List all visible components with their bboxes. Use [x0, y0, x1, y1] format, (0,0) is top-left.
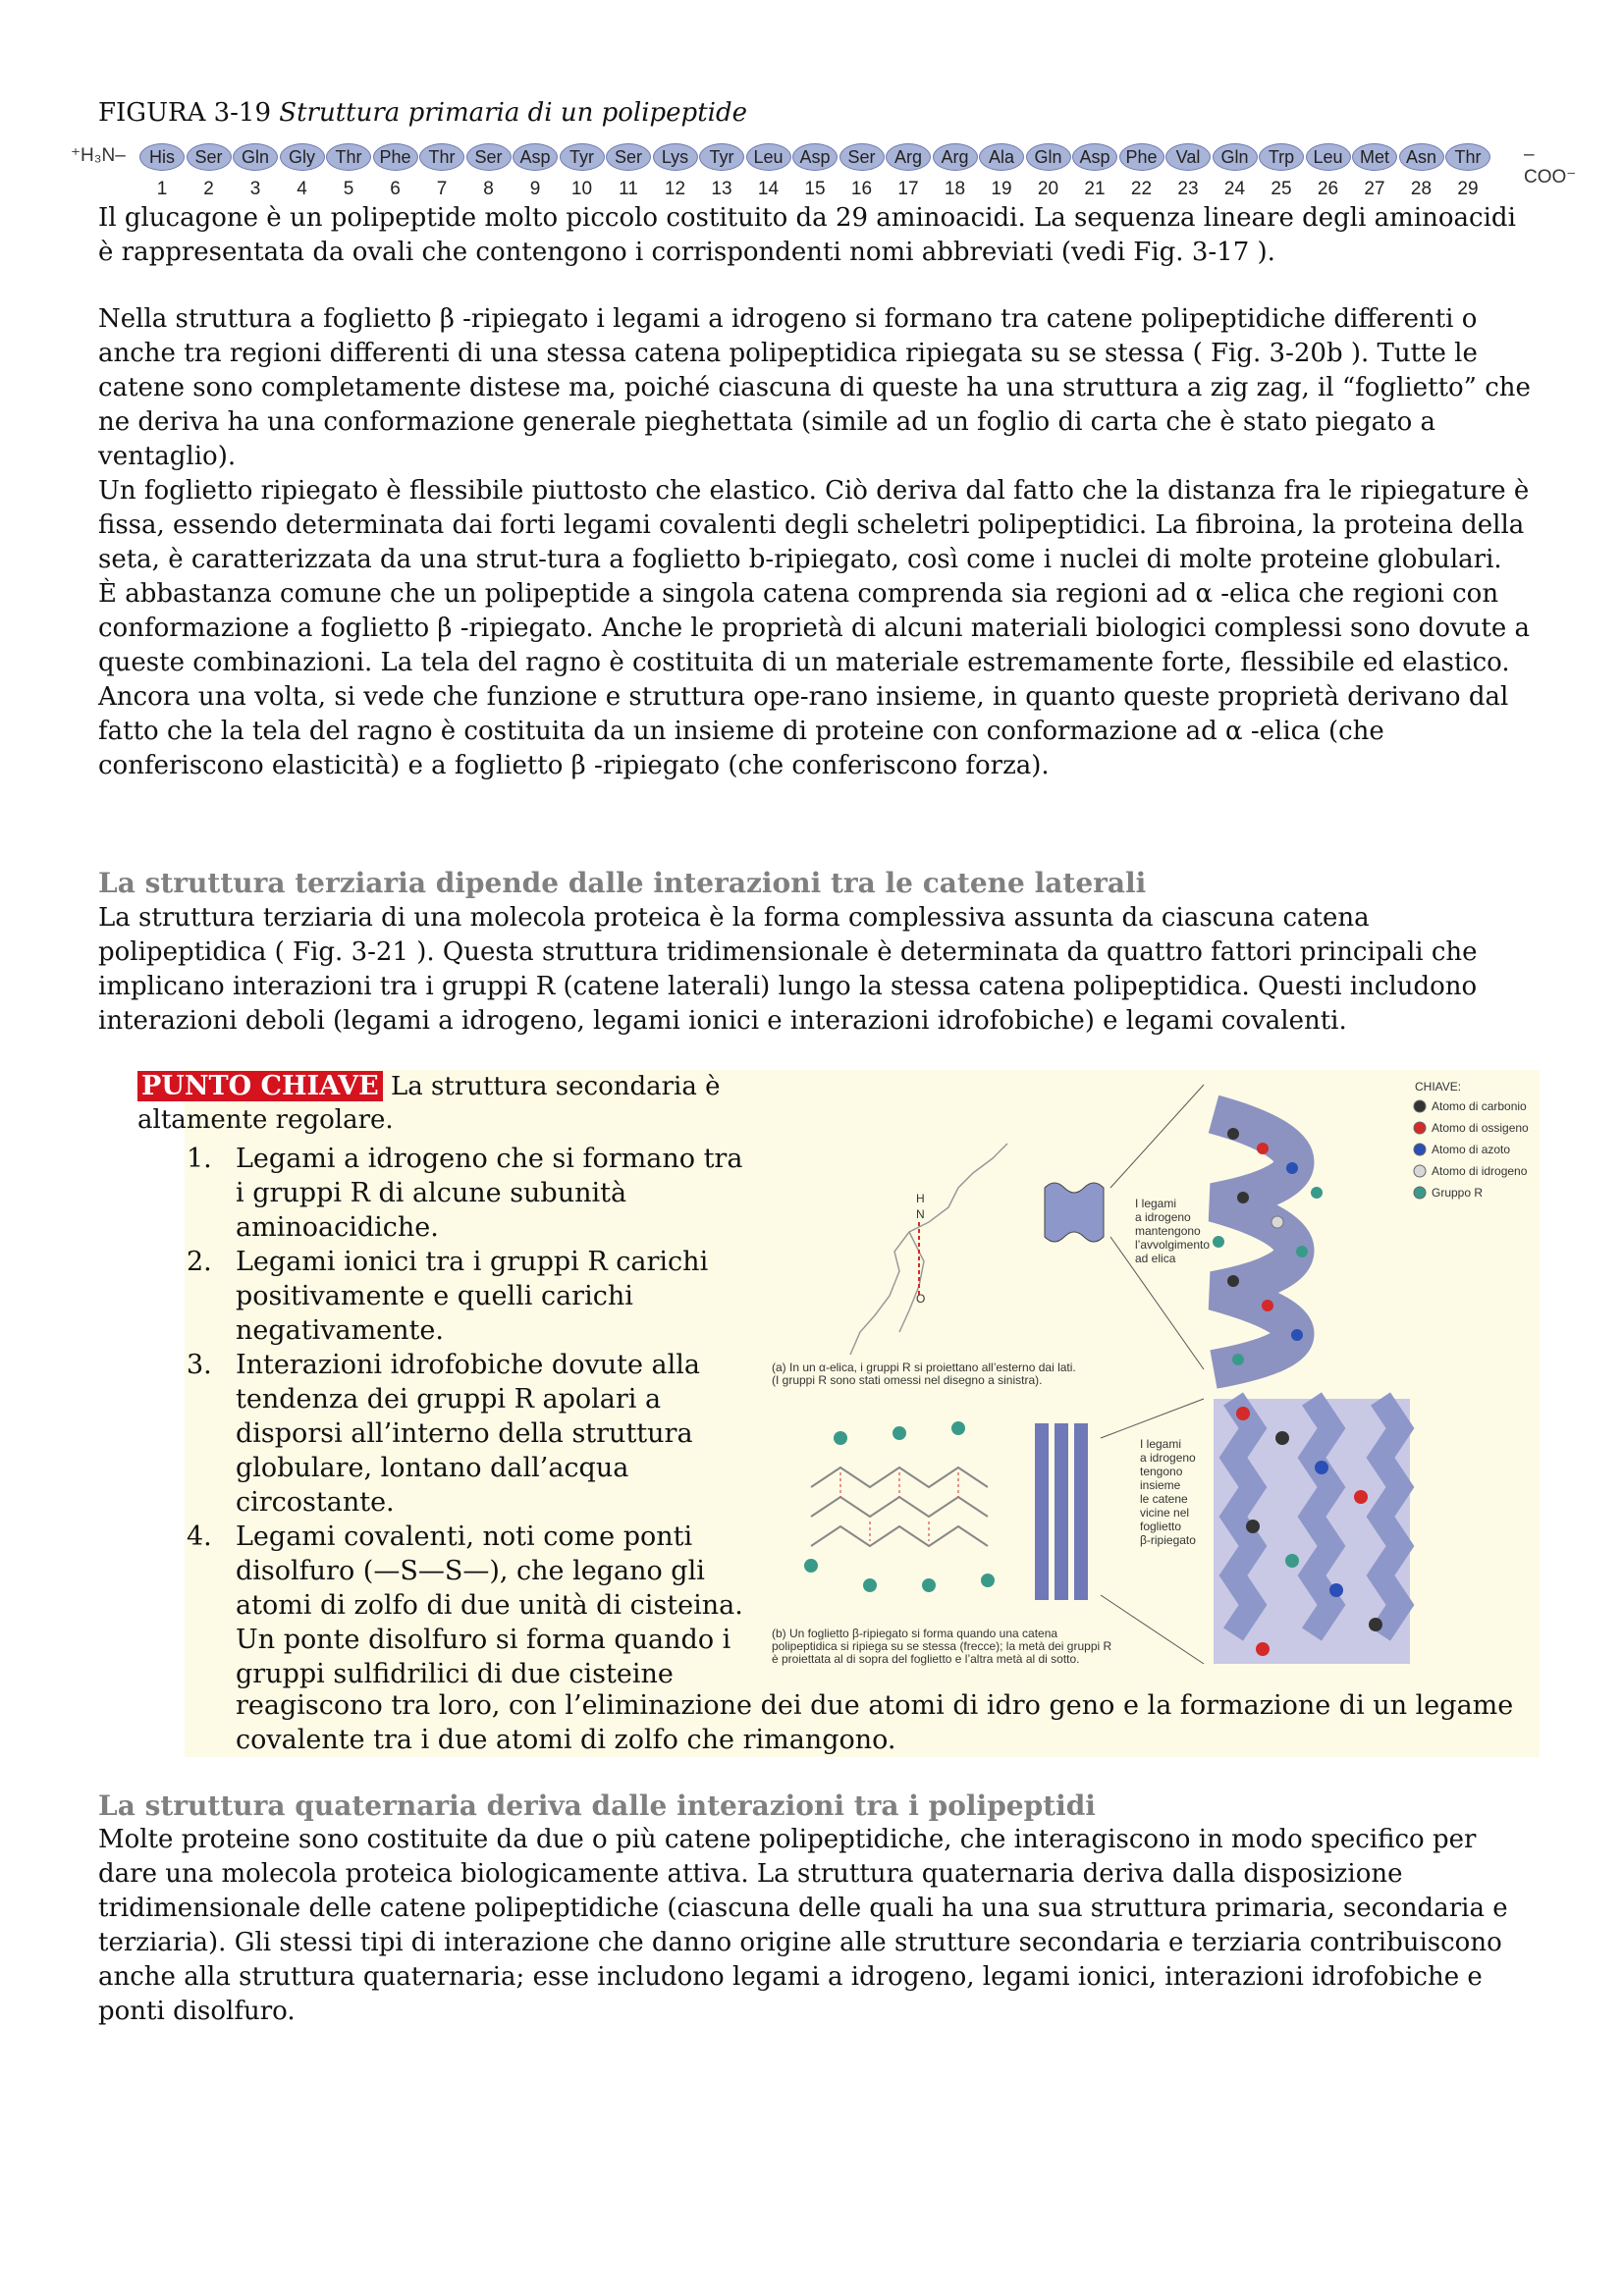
- sheet-note-line: foglietto: [1140, 1520, 1182, 1533]
- sheet-note-line: vicine nel: [1140, 1506, 1190, 1520]
- residue-oval: Ser: [466, 143, 512, 171]
- key-point-intro-text: La struttura secondaria è altamente regolare.: [137, 1072, 721, 1135]
- residue-number: 16: [850, 179, 873, 199]
- residue-oval: Gln: [1213, 143, 1258, 171]
- residue-number: 19: [991, 179, 1012, 199]
- residue-oval: Asp: [1072, 143, 1117, 171]
- residue-number: 18: [944, 179, 966, 199]
- n-terminus: ⁺H₃N–: [71, 145, 126, 166]
- residue-number: 15: [804, 179, 826, 199]
- residue-oval: Met: [1352, 143, 1397, 171]
- beta-sheet-model: [1214, 1399, 1410, 1664]
- residue-number: 12: [664, 179, 686, 199]
- beta-sheet-arrows-icon: [1042, 1423, 1081, 1600]
- sheet-note-line: tengono: [1140, 1465, 1183, 1478]
- key-item-label: Gruppo R: [1432, 1186, 1484, 1200]
- residue-number: 13: [711, 179, 732, 199]
- residue-number: 2: [203, 179, 214, 199]
- helix-note-line: a idrogeno: [1135, 1210, 1191, 1224]
- residue-oval: Leu: [746, 143, 791, 171]
- paragraph-flessibile: Un foglietto ripiegato è flessibile piuttosto che elastico. Ciò deriva dal fatto che la distanza fra le ripiegature è fissa, essendo determinata dai forti legami covalenti degli scheletri polipeptidici. La fibroina, la proteina della seta, è caratterizzata da una strut-tura a foglietto b-ripiegato, così come i nuclei di molte proteine globulari.: [98, 476, 1530, 574]
- residue-oval: Ala: [979, 143, 1024, 171]
- paragraph-terziaria: [98, 901, 1532, 1039]
- helix-note-line: ad elica: [1135, 1252, 1176, 1265]
- residue-number: 21: [1084, 179, 1106, 199]
- residue-number: 9: [529, 179, 541, 199]
- figure-caption-title: Struttura primaria di un polipeptide: [279, 98, 747, 128]
- helix-note-line: l’avvolgimento: [1135, 1238, 1211, 1252]
- list-item: [187, 1245, 756, 1348]
- residue-number: 27: [1364, 179, 1385, 199]
- residue-number: 20: [1037, 179, 1059, 199]
- figure-caption-b-line: (b) Un foglietto β-ripiegato si forma quando una catena: [772, 1627, 1058, 1640]
- paragraph-foglietto: Nella struttura a foglietto β -ripiegato i legami a idrogeno si formano tra catene polipeptidiche differenti o anche tra regioni differenti di una stessa catena polipeptidica ripiegata su se stessa ( Fig. 3-20b ). Tutte le catene sono completamente distese ma, poiché ciascuna di queste ha una struttura a zig zag, il “foglietto” che ne deriva ha una conformazione generale pieghettata (simile ad un foglio di carta che è stato piegato a ventaglio).: [98, 304, 1531, 471]
- list-item-text: Legami covalenti, noti come ponti disolfuro (—S—S—), che legano gli atomi di zolfo di due unità di cisteina. Un ponte disolfuro si forma quando i gruppi sulfidrilici di due cisteine: [236, 1522, 743, 1689]
- residue-number: 25: [1271, 179, 1292, 199]
- key-swatch-icon: [1414, 1100, 1426, 1112]
- sequence-diagram: [71, 141, 1577, 187]
- residue-number: 1: [156, 179, 168, 199]
- heading-terziaria: La struttura terziaria dipende dalle interazioni tra le catene laterali: [98, 867, 1147, 899]
- residue-oval: Phe: [373, 143, 418, 171]
- key-swatch-icon: [1414, 1122, 1426, 1134]
- residue-oval: Arg: [933, 143, 978, 171]
- figure-caption-a-line: (I gruppi R sono stati omessi nel disegno a sinistra).: [772, 1373, 1043, 1387]
- atom-label-n: N: [916, 1207, 925, 1221]
- residue-oval: Tyr: [560, 143, 605, 171]
- residue-oval: Asp: [792, 143, 838, 171]
- list-item: [187, 1348, 756, 1520]
- list-item-number: 1.: [187, 1144, 212, 1174]
- paragraph-quaternaria-text: Molte proteine sono costituite da due o più catene polipeptidiche, che interagiscono in modo specifico per dare una molecola proteica biologicamente attiva. La struttura quaternaria deriva dalla disposizione tridimensionale delle catene polipeptidiche (ciascuna delle quali ha una sua struttura primaria, secondaria e terziaria). Gli stessi tipi di interazione che danno origine alle strutture secondaria e terziaria contribuiscono anche alla struttura quaternaria; esse includono legami a idrogeno, legami ionici, interazioni idrofobiche e ponti disolfuro.: [98, 1825, 1508, 2026]
- residue-oval: Arg: [886, 143, 931, 171]
- residue-oval: Leu: [1306, 143, 1351, 171]
- residue-number: 24: [1223, 179, 1246, 199]
- residue-number: 7: [436, 179, 448, 199]
- residue-oval: Thr: [419, 143, 464, 171]
- list-item: [187, 1142, 756, 1245]
- residue-number: 28: [1410, 179, 1433, 199]
- residue-oval: Thr: [326, 143, 371, 171]
- paragraph-glucagone-text: Il glucagone è un polipeptide molto piccolo costituito da 29 aminoacidi. La sequenza lineare degli aminoacidi è rappresentata da ovali che contengono i corrispondenti nomi abbreviati (vedi Fig. 3-17 ).: [98, 203, 1516, 267]
- paragraph-comune: È abbastanza comune che un polipeptide a singola catena comprenda sia regioni ad α -elica che regioni con conformazione a foglietto β -ripiegato. Anche le proprietà di alcuni materiali biologici complessi sono dovute a queste combinazioni. La tela del ragno è costituita di un materiale estremamente forte, flessibile ed elastico. Ancora una volta, si vede che funzione e struttura ope-rano insieme, in quanto queste proprietà derivano dal fatto che la tela del ragno è costituita da un insieme di proteine con conformazione ad α -elica (che conferiscono elasticità) e a foglietto β -ripiegato (che conferiscono forza).: [98, 579, 1531, 780]
- sheet-note-line: I legami: [1140, 1437, 1182, 1451]
- residue-oval: Val: [1165, 143, 1211, 171]
- list-item-text: Interazioni idrofobiche dovute alla tendenza dei gruppi R apolari a disporsi all’interno della struttura globulare, lontano dall’acqua circostante.: [236, 1350, 700, 1518]
- residue-oval: Thr: [1445, 143, 1490, 171]
- key-point-label: PUNTO CHIAVE: [137, 1071, 383, 1101]
- residue-number: 4: [297, 179, 307, 199]
- residue-oval: Tyr: [699, 143, 744, 171]
- paragraph-block-foglietto: [98, 302, 1532, 783]
- residue-number: 11: [619, 179, 638, 199]
- figure-caption-b-line: polipeptidica si ripiega su se stessa (frecce); la metà dei gruppi R: [772, 1639, 1112, 1653]
- sheet-note-line: insieme: [1140, 1478, 1181, 1492]
- list-item-text: Legami ionici tra i gruppi R carichi positivamente e quelli carichi negativamente.: [236, 1247, 709, 1346]
- figure-caption-b-line: è proiettata al di sopra del foglietto e l’altra metà al di sotto.: [772, 1652, 1080, 1666]
- key-point-list: [187, 1142, 756, 1691]
- key-swatch-icon: [1414, 1187, 1426, 1199]
- atom-label-o: O: [916, 1292, 926, 1306]
- paragraph-glucagone: [98, 201, 1532, 270]
- residue-oval: Gln: [1026, 143, 1071, 171]
- atom-label-h: H: [916, 1192, 925, 1205]
- sheet-note-line: β-ripiegato: [1140, 1533, 1196, 1547]
- residue-number: 23: [1177, 179, 1199, 199]
- residue-oval: Phe: [1119, 143, 1164, 171]
- residue-oval: Gln: [233, 143, 278, 171]
- residue-number: 22: [1130, 179, 1153, 199]
- residue-oval: Trp: [1259, 143, 1304, 171]
- residue-oval: Asp: [513, 143, 558, 171]
- key-swatch-icon: [1414, 1165, 1426, 1177]
- c-terminus: –COO⁻: [1524, 144, 1577, 187]
- residue-number: 10: [570, 179, 593, 199]
- protein-structure-figure: [772, 1075, 1538, 1683]
- residue-number: 29: [1457, 179, 1479, 199]
- sheet-note-line: a idrogeno: [1140, 1451, 1196, 1465]
- key-point-tail: reagiscono tra loro, con l’eliminazione dei due atomi di idro geno e la formazione di un legame covalente tra i due atomi di zolfo che rimangono.: [236, 1690, 1514, 1755]
- key-swatch-icon: [1414, 1144, 1426, 1155]
- helix-note-line: I legami: [1135, 1197, 1177, 1210]
- heading-quaternaria: La struttura quaternaria deriva dalle interazioni tra i polipeptidi: [98, 1789, 1096, 1822]
- residue-oval: His: [139, 143, 185, 171]
- key-item-label: Atomo di idrogeno: [1432, 1164, 1528, 1178]
- figure-caption-prefix: FIGURA 3-19: [98, 98, 272, 128]
- residue-number: 17: [897, 179, 919, 199]
- residue-number: 6: [390, 179, 401, 199]
- residue-number: 14: [757, 179, 780, 199]
- residue-oval: Lys: [653, 143, 698, 171]
- sheet-note-line: le catene: [1140, 1492, 1188, 1506]
- figure-key-title: CHIAVE:: [1415, 1080, 1462, 1094]
- key-item-label: Atomo di carbonio: [1432, 1099, 1527, 1113]
- paragraph-quaternaria: [98, 1823, 1532, 2029]
- residue-number: 26: [1317, 179, 1339, 199]
- residue-oval: Ser: [839, 143, 885, 171]
- residue-number: 5: [343, 179, 354, 199]
- key-point-intro: [137, 1070, 766, 1137]
- key-item-label: Atomo di ossigeno: [1432, 1121, 1529, 1135]
- residue-oval: Asn: [1399, 143, 1444, 171]
- figure-caption-a-line: (a) In un α-elica, i gruppi R si proiettano all’esterno dai lati.: [772, 1361, 1076, 1374]
- list-item-number: 2.: [187, 1247, 212, 1277]
- residue-number: 3: [249, 179, 261, 199]
- figure-caption: [98, 98, 747, 128]
- key-item-label: Atomo di azoto: [1432, 1143, 1511, 1156]
- residue-number: 8: [483, 179, 494, 199]
- residue-oval: Gly: [280, 143, 325, 171]
- list-item-number: 3.: [187, 1350, 212, 1380]
- paragraph-terziaria-text: La struttura terziaria di una molecola proteica è la forma complessiva assunta da ciascuna catena polipeptidica ( Fig. 3-21 ). Questa struttura tridimensionale è determinata da quattro fattori principali che implicano interazioni tra i gruppi R (catene laterali) lungo la stessa catena polipeptidica. Questi includono interazioni deboli (legami a idrogeno, legami ionici e interazioni idrofobiche) e legami covalenti.: [98, 903, 1478, 1036]
- helix-note-line: mantengono: [1135, 1224, 1201, 1238]
- list-item-number: 4.: [187, 1522, 212, 1552]
- residue-oval: Ser: [606, 143, 651, 171]
- list-item-text: Legami a idrogeno che si formano tra i gruppi R di alcune subunità aminoacidiche.: [236, 1144, 743, 1243]
- list-item: [187, 1520, 756, 1691]
- residue-oval: Ser: [187, 143, 232, 171]
